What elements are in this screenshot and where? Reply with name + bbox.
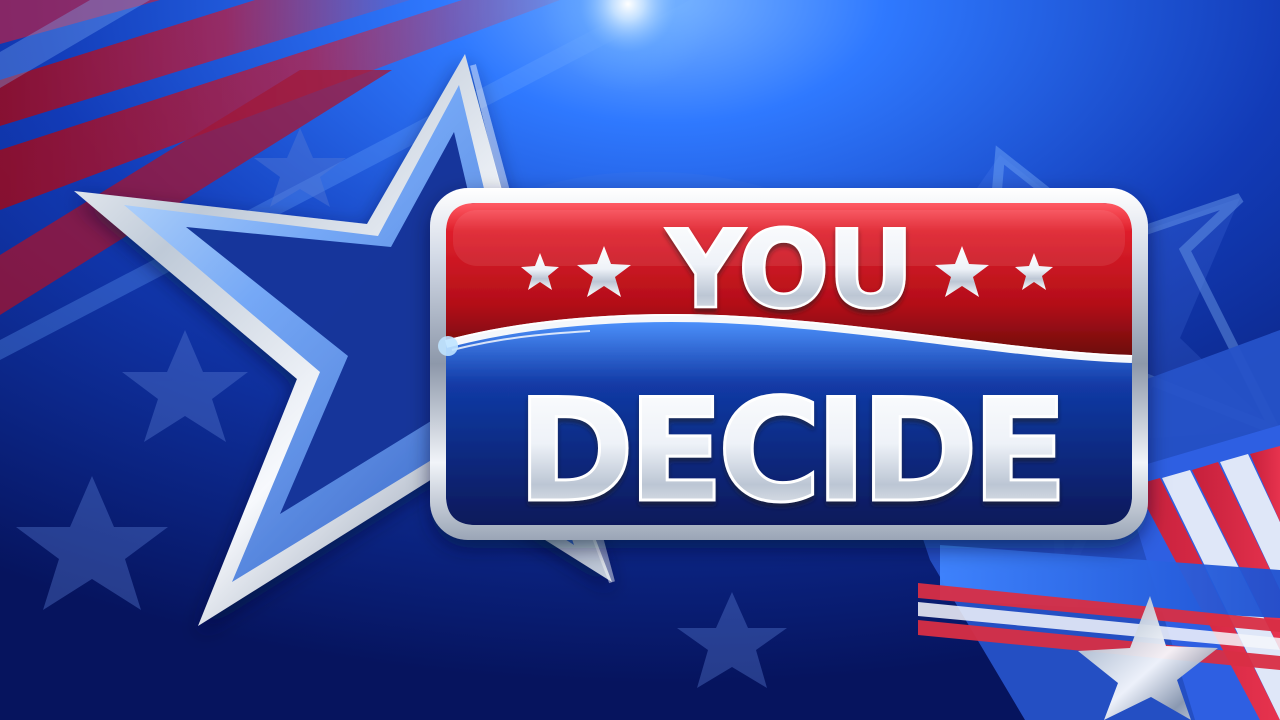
logo-decide-text: DECIDE [516,369,1062,534]
logo-you-text: YOU [666,208,912,333]
